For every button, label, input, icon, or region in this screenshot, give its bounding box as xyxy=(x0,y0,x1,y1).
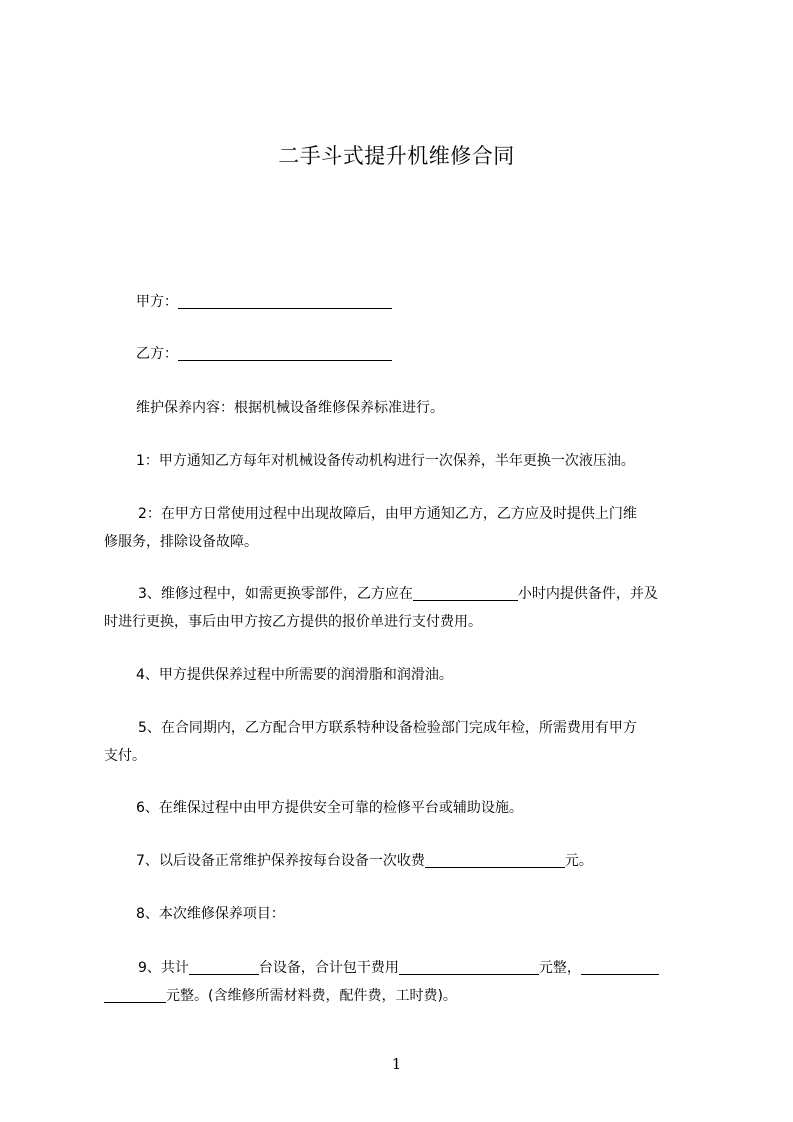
item-5 xyxy=(104,714,704,770)
party-b-label: 乙方： xyxy=(136,346,178,362)
item-6: 6、在维保过程中由甲方提供安全可靠的检修平台或辅助设施。 xyxy=(136,800,523,816)
item-7 xyxy=(136,847,736,875)
item-9-text-b: 台设备，合计包干费用 xyxy=(258,960,399,976)
item-7-text-b: 元。 xyxy=(564,853,593,869)
item-9-line-2 xyxy=(104,982,704,1010)
item-3 xyxy=(104,580,704,636)
item-5-line-1: 5、在合同期内，乙方配合甲方联系特种设备检验部门完成年检，所需费用有甲方 xyxy=(138,720,637,736)
fee-per-unit-blank xyxy=(425,851,565,868)
total-fee-blank xyxy=(399,958,539,975)
party-b-line xyxy=(136,340,736,368)
item-9-text-a: 9、共计 xyxy=(138,960,189,976)
item-9-line-1 xyxy=(104,954,704,982)
item-8: 8、本次维修保养项目： xyxy=(136,906,285,922)
party-a-line xyxy=(136,288,736,316)
item-3-line-2: 时进行更换，事后由甲方按乙方提供的报价单进行支付费用。 xyxy=(104,614,482,630)
party-b-blank xyxy=(178,344,392,361)
party-a-label: 甲方： xyxy=(136,294,178,310)
item-3-text-a: 3、维修过程中，如需更换零部件，乙方应在 xyxy=(138,586,413,602)
item-9-text-d: 元整。(含维修所需材料费，配件费，工时费)。 xyxy=(166,988,457,1004)
content-heading: 维护保养内容：根据机械设备维修保养标准进行。 xyxy=(136,400,444,416)
party-a-blank xyxy=(178,292,392,309)
total-fee-words-blank-a xyxy=(581,958,659,975)
item-2 xyxy=(104,500,704,556)
page-number: 1 xyxy=(391,1055,402,1073)
item-9-text-c: 元整， xyxy=(538,960,581,976)
item-4: 4、甲方提供保养过程中所需要的润滑脂和润滑油。 xyxy=(136,667,453,683)
item-5-line-2: 支付。 xyxy=(104,748,146,764)
item-3-line-1 xyxy=(104,580,704,608)
total-fee-words-blank-b xyxy=(104,986,166,1003)
hours-blank xyxy=(413,584,518,601)
item-1: 1：甲方通知乙方每年对机械设备传动机构进行一次保养，半年更换一次液压油。 xyxy=(136,453,635,469)
unit-count-blank xyxy=(189,958,259,975)
item-9 xyxy=(104,954,704,1010)
item-7-text-a: 7、以后设备正常维护保养按每台设备一次收费 xyxy=(136,853,425,869)
item-2-line-1: 2：在甲方日常使用过程中出现故障后，由甲方通知乙方，乙方应及时提供上门维 xyxy=(138,506,637,522)
item-2-line-2: 修服务，排除设备故障。 xyxy=(104,534,258,550)
item-3-text-b: 小时内提供备件，并及 xyxy=(517,586,658,602)
document-title: 二手斗式提升机维修合同 xyxy=(278,144,515,168)
